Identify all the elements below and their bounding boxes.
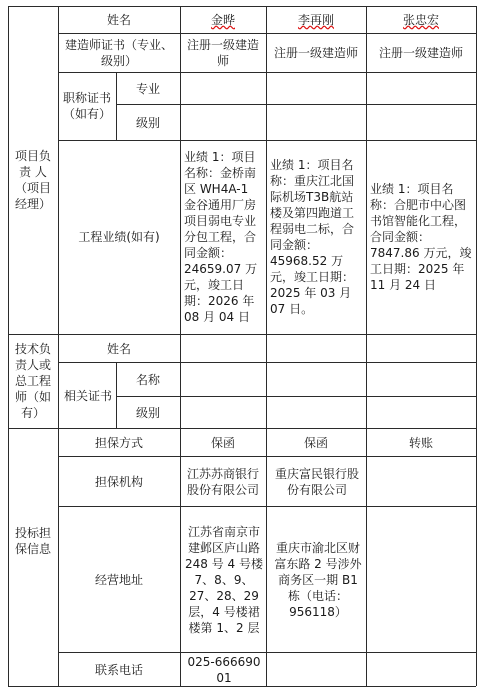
grid-line (116, 362, 117, 428)
guarantee-org-label: 担保机构 (94, 474, 143, 489)
builder-cert: 注册一级建造师 (378, 46, 463, 60)
guarantee-org (370, 458, 474, 505)
grid-line (58, 6, 59, 686)
guarantee-method: 保函 (303, 435, 328, 450)
level-label: 级别 (135, 115, 160, 130)
guarantee-phone-label: 联系电话 (94, 662, 143, 677)
major-label: 专业 (135, 81, 160, 96)
grid-line (366, 6, 367, 686)
performance-text: 业绩 1：项目名称：金桥南区 WH4A-1 金谷通用厂房项目弱电专业分包工程，合同金额：24659.07 万元，竣工日期：2026 年 08 月 04 日 (184, 150, 258, 324)
person-name: 张忠宏 (402, 13, 439, 27)
person-name: 李再刚 (297, 13, 334, 27)
builder-cert: 注册一级建造师 (273, 46, 358, 60)
guarantee-org: 重庆富民银行股份有限公司 (274, 466, 359, 497)
tech-cert-level-label: 级别 (135, 405, 160, 420)
grid-line (8, 6, 476, 7)
grid-line (476, 6, 477, 686)
title-cert-label: 职称证书（如有） (62, 91, 111, 121)
grid-line (58, 33, 476, 34)
guarantee-phone: 025-66669001 (187, 654, 261, 685)
guarantee-phone (370, 654, 474, 685)
grid-line (58, 456, 476, 457)
person-name: 金晔 (210, 13, 235, 27)
guarantee-address: 重庆市渝北区财富东路 2 号涉外商务区一期 B1 栋（电话：956118） (274, 540, 362, 619)
section-title-manager: 项目负责 人 （项目经理） (14, 149, 51, 211)
tech-name-label: 姓名 (106, 341, 131, 356)
performance-label: 工程业绩(如有) (78, 230, 160, 244)
tech-cert-name-label: 名称 (135, 372, 160, 387)
grid-line (116, 72, 117, 140)
grid-line (116, 396, 476, 397)
grid-line (58, 506, 476, 507)
grid-line (8, 428, 476, 429)
grid-line (58, 72, 476, 73)
guarantee-address-label: 经营地址 (94, 572, 143, 587)
grid-line (8, 6, 9, 686)
grid-line (8, 686, 476, 687)
guarantee-method-label: 担保方式 (94, 435, 143, 450)
guarantee-address: 江苏省南京市建邺区庐山路 248 号 4 号楼 7、8、9、27、28、29 层，4 号楼裙楼第 1、2 层 (185, 524, 263, 635)
builder-cert: 注册一级建造师 (186, 38, 259, 68)
grid-line (8, 334, 476, 335)
guarantee-address (370, 508, 474, 651)
tech-cert-label: 相关证书 (63, 388, 112, 403)
grid-line (58, 652, 476, 653)
header-builder-cert: 建造师证书（专业、级别） (64, 38, 173, 68)
grid-line (58, 362, 476, 363)
section-title-tech: 技术负责人或总工程师（如有） (14, 342, 51, 420)
guarantee-method: 转账 (408, 435, 433, 450)
grid-line (180, 6, 181, 686)
header-name: 姓名 (106, 13, 131, 27)
guarantee-method: 保函 (210, 435, 235, 450)
grid-line (116, 104, 476, 105)
performance-text: 业绩 1：项目名称：合肥市中心图书馆智能化工程，合同金额：7847.86 万元，竣工日期：2025 年 11 月 24 日 (370, 182, 472, 292)
grid-line (58, 140, 476, 141)
guarantee-phone (272, 654, 364, 685)
guarantee-org: 江苏苏商银行股份有限公司 (186, 466, 259, 497)
section-title-guarantee: 投标担保信息 (14, 526, 51, 556)
performance-text: 业绩 1：项目名称：重庆江北国际机场T3B航站楼及第四跑道工程弱电二标，合同金额：45968.52 万元，竣工日期：2025 年 03 月 07 日。 (270, 158, 355, 316)
grid-line (266, 6, 267, 686)
